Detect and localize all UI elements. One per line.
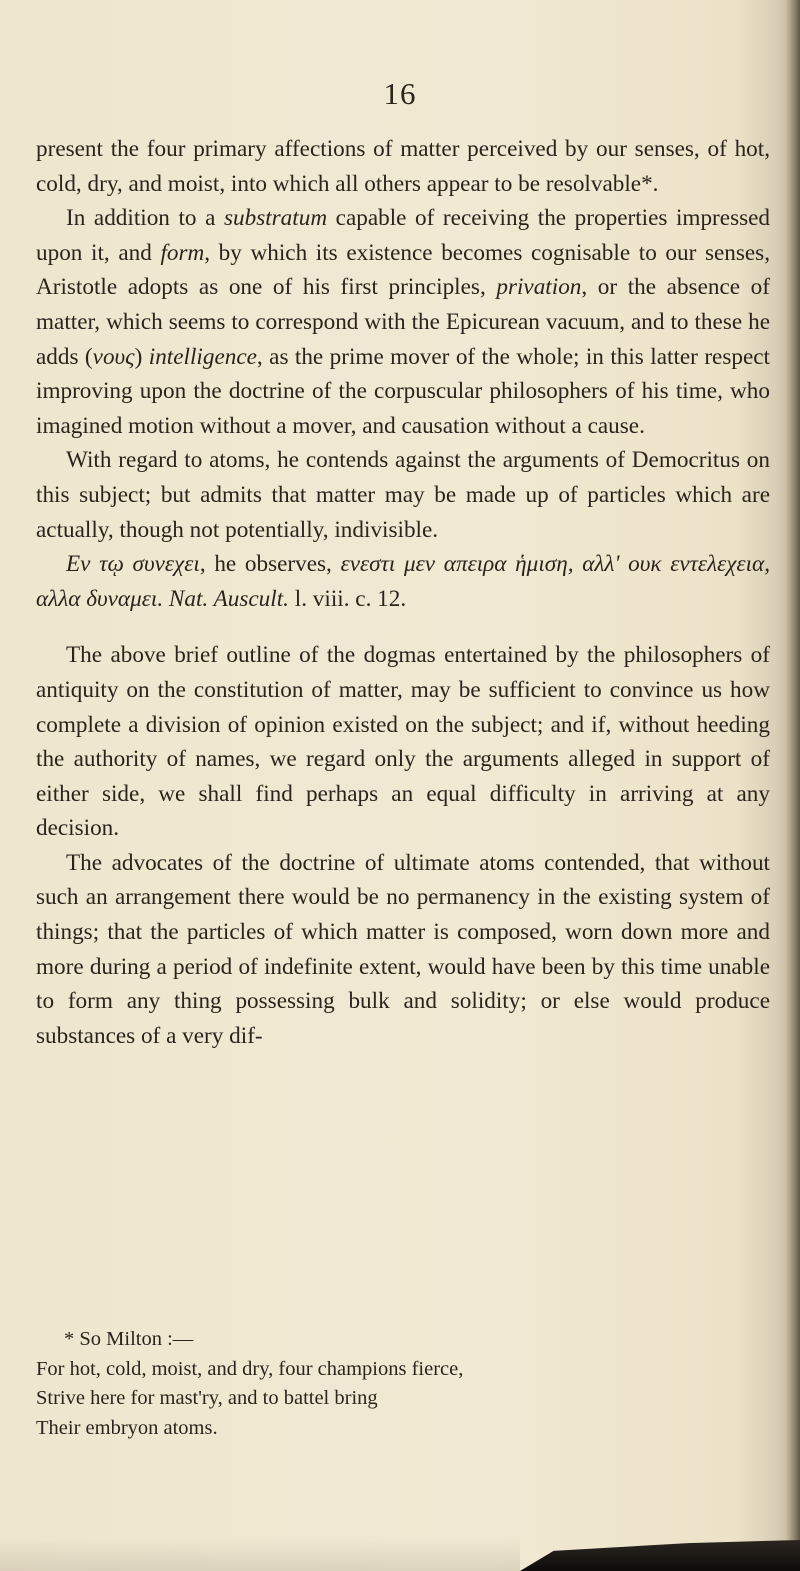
italic-text: Nat. Auscult.: [168, 585, 289, 612]
body-text: [36, 132, 770, 1053]
footnote-marker: * So Milton :—: [64, 1328, 194, 1350]
italic-text: substratum: [223, 205, 328, 232]
page-shadow: [0, 1538, 520, 1571]
paragraph: [36, 846, 770, 1054]
text-run: capable of receiving the properties impressed upon it, and: [36, 205, 771, 266]
paragraph: [36, 443, 770, 547]
paragraph: [36, 201, 770, 443]
text-run: present the four primary affections of matter perceived by our senses, of hot, cold, dry, and moist, into which all others appear to be resolvable*.: [36, 136, 770, 197]
italic-text: form: [160, 239, 205, 266]
italic-text: Εν τῳ συνεχει: [66, 551, 200, 578]
paragraph: [36, 638, 770, 846]
text-run: , he observes,: [199, 551, 341, 578]
text-run: , by which its existence becomes cognisable to our senses, Aristotle adopts as one of his first principles,: [36, 239, 771, 301]
italic-text: νους: [92, 343, 135, 370]
page-edge: [786, 0, 800, 1571]
text-run: l. viii. c. 12.: [288, 585, 407, 612]
italic-text: ενεστι μεν απειρα ἡμιση, αλλ' ουκ εντελεχεια, αλλα δυναμει.: [36, 551, 770, 612]
page-number: 16: [383, 76, 417, 111]
binding-shadow: [520, 1540, 800, 1571]
footnote-line: For hot, cold, moist, and dry, four champions fierce,: [36, 1357, 464, 1380]
paragraph: [36, 547, 770, 616]
text-run: With regard to atoms, he contends against the arguments of Democritus on this subject; but admits that matter may be made up of particles which are actually, though not potentially, indivisible.: [36, 447, 770, 543]
text-run: , as the prime mover of the whole; in this latter respect improving upon the doctrine of the corpuscular philosophers of his time, who imagined motion without a mover, and causation without a cause.: [36, 343, 770, 439]
footnote: [36, 1325, 770, 1443]
footnote-line: Strive here for mast'ry, and to battel bring: [36, 1387, 378, 1409]
italic-text: privation: [496, 274, 582, 301]
footnote-line: Their embryon atoms.: [36, 1416, 218, 1439]
paragraph: [36, 132, 770, 201]
italic-text: intelligence: [148, 343, 257, 370]
text-run: In addition to a: [66, 205, 224, 232]
text-run: , or the absence of matter, which seems to correspond with the Epicurean vacuum, and to these he adds (: [36, 274, 770, 370]
text-run: The above brief outline of the dogmas entertained by the philosophers of antiquity on the constitution of matter, may be sufficient to convince us how complete a division of opinion existed on the subject; and if, without heeding the authority of names, we regard only the arguments alleged in support of either side, we shall find perhaps an equal difficulty in arriving at any decision.: [36, 642, 770, 842]
text-run: ): [134, 343, 149, 370]
text-run: The advocates of the doctrine of ultimate atoms contended, that without such an arrangement there would be no permanency in the existing system of things; that the particles of which matter is composed, worn down more and more during a period of indefinite extent, would have been by this time unable to form any thing possessing bulk and solidity; or else would produce substances of a very dif-: [36, 849, 770, 1049]
